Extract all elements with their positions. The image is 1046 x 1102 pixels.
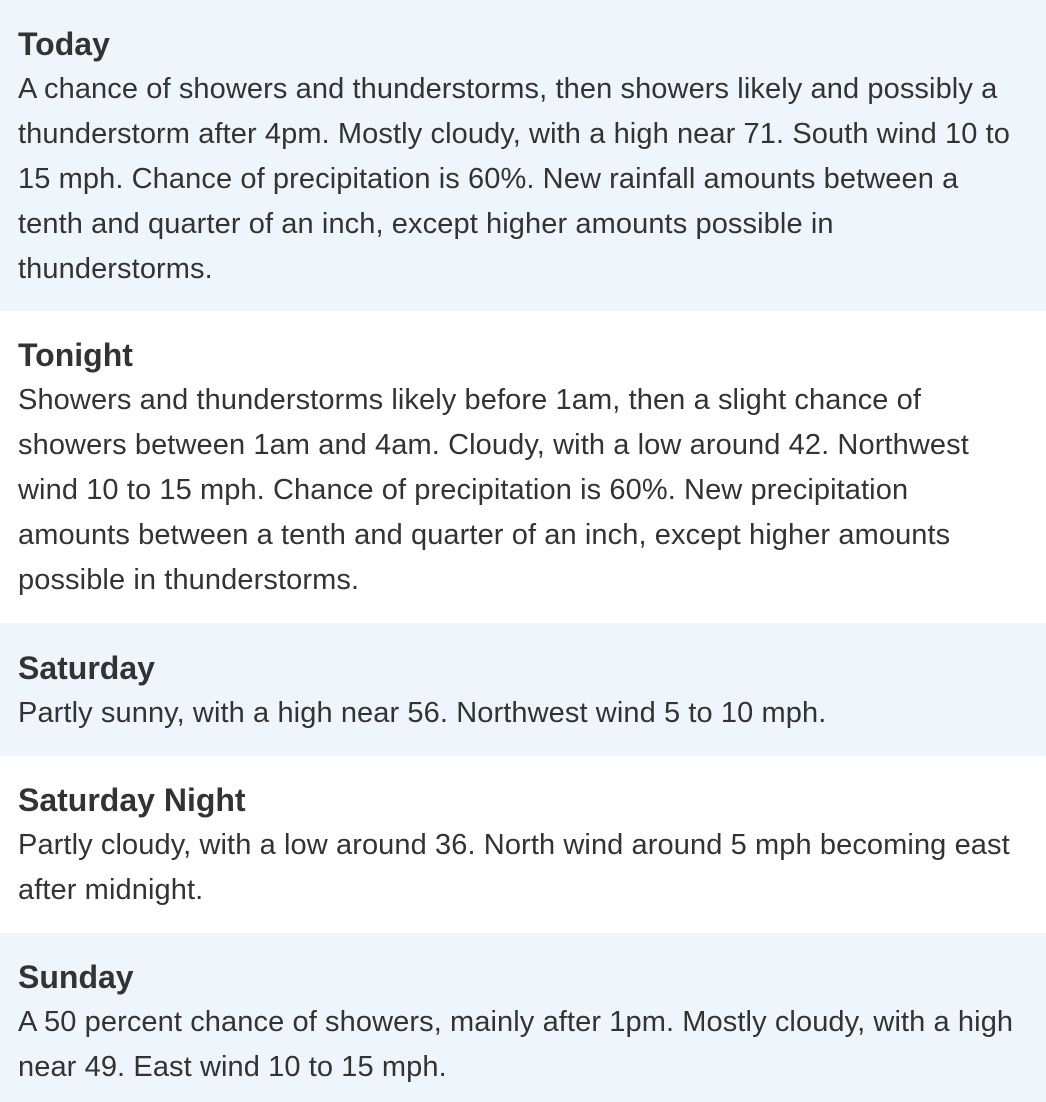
forecast-period-label: Saturday <box>18 650 155 686</box>
forecast-row-saturday <box>0 623 1046 756</box>
forecast-row-sunday <box>0 933 1046 1102</box>
forecast-row-saturday-night <box>0 756 1046 933</box>
forecast-period-text: A chance of showers and thunderstorms, then showers likely and possibly a thunderstorm after 4pm. Mostly cloudy, with a high near 71. South wind 10 to 15 mph. Chance of precipitation is 60%. New rainfall amounts between a tenth and quarter of an inch, except higher amounts possible in thunderstorms. <box>18 73 1010 285</box>
forecast-period-text: Partly cloudy, with a low around 36. North wind around 5 mph becoming east after midnight. <box>18 829 1010 906</box>
forecast-period-text: A 50 percent chance of showers, mainly after 1pm. Mostly cloudy, with a high near 49. East wind 10 to 15 mph. <box>18 1006 1014 1083</box>
forecast-row-today <box>0 0 1046 311</box>
forecast-period-label: Saturday Night <box>18 782 246 818</box>
forecast-row-tonight <box>0 311 1046 623</box>
forecast-period-label: Today <box>18 26 110 62</box>
forecast-period-label: Sunday <box>18 959 134 995</box>
forecast-period-text: Showers and thunderstorms likely before 1am, then a slight chance of showers between 1am and 4am. Cloudy, with a low around 42. Northwest wind 10 to 15 mph. Chance of precipitation is 60%. New precipitation amounts between a tenth and quarter of an inch, except higher amounts possible in thunderstorms. <box>18 384 969 596</box>
forecast-period-text: Partly sunny, with a high near 56. Northwest wind 5 to 10 mph. <box>18 697 827 729</box>
forecast-period-label: Tonight <box>18 337 133 373</box>
